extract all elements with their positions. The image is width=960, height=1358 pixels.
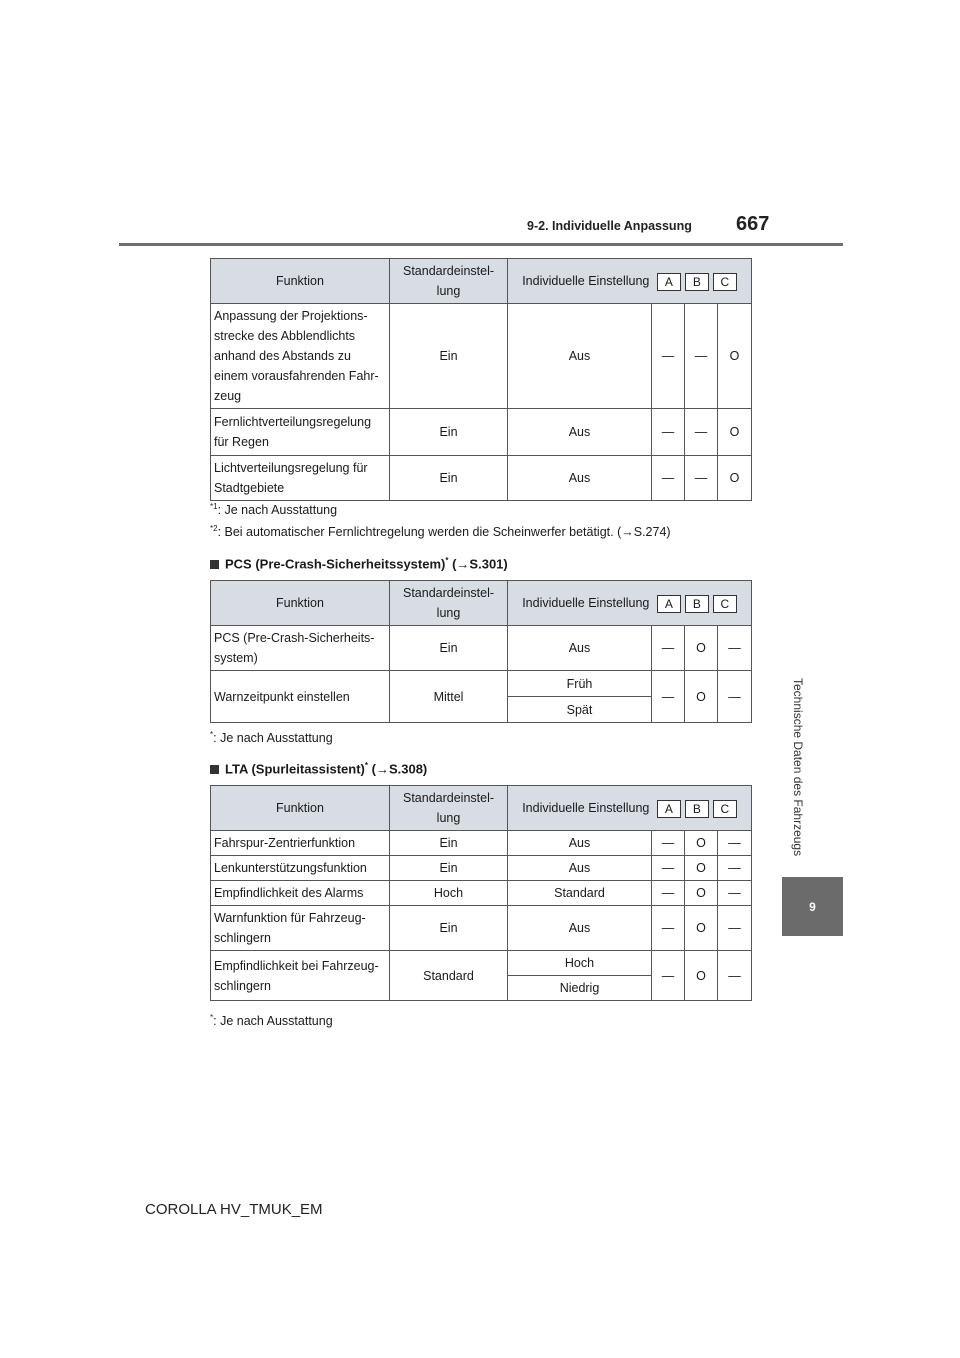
cell-individual: Aus <box>508 304 652 409</box>
cell-individual: Standard <box>508 881 652 906</box>
cell-funktion <box>211 906 390 951</box>
pcs-heading-text: PCS (Pre-Crash-Sicherheitssystem) <box>225 556 446 572</box>
bullet-square-icon <box>210 765 219 774</box>
cell-c: — <box>718 881 752 906</box>
cell-funktion: Warnzeitpunkt einstellen <box>211 671 390 723</box>
footnote-text: : Je nach Ausstattung <box>213 1014 333 1029</box>
letter-a-box: A <box>657 273 681 291</box>
table-row <box>211 626 752 671</box>
cell-standard: Ein <box>390 409 508 456</box>
header-rule <box>119 243 843 246</box>
table-row <box>211 409 752 456</box>
cell-funktion: Empfindlichkeit des Alarms <box>211 881 390 906</box>
cell-a: — <box>652 906 685 951</box>
cell-text: system) <box>214 651 258 665</box>
cell-funktion <box>211 456 390 501</box>
cell-b: — <box>685 304 718 409</box>
col-standard <box>390 581 508 626</box>
letter-a-box: A <box>657 800 681 818</box>
table-headlight-settings <box>210 258 752 501</box>
table-header-row <box>211 259 752 304</box>
cell-a: — <box>652 304 685 409</box>
section-title: 9-2. Individuelle Anpassung <box>527 219 692 233</box>
cell-funktion <box>211 626 390 671</box>
footnote-text: : Je nach Ausstattung <box>217 503 338 518</box>
cell-a: — <box>652 856 685 881</box>
letter-b-box: B <box>685 800 709 818</box>
cell-c: — <box>718 906 752 951</box>
cell-individual: Niedrig <box>508 976 652 1001</box>
cell-a: — <box>652 951 685 1001</box>
cell-funktion <box>211 304 390 409</box>
cell-individual: Hoch <box>508 951 652 976</box>
cell-standard: Standard <box>390 951 508 1001</box>
letter-c-box: C <box>713 595 737 613</box>
cell-text: anhand des Abstands zu <box>214 349 351 363</box>
cell-standard: Ein <box>390 626 508 671</box>
lta-heading-ref[interactable]: (→S.308) <box>368 761 428 777</box>
cell-funktion <box>211 409 390 456</box>
chapter-tab <box>782 877 843 936</box>
letter-a-box: A <box>657 595 681 613</box>
pcs-heading-ref[interactable]: (→S.301) <box>448 556 508 572</box>
cell-b: O <box>685 671 718 723</box>
cell-c: — <box>718 856 752 881</box>
table-row <box>211 831 752 856</box>
cell-individual: Aus <box>508 906 652 951</box>
col-standard-line2: lung <box>436 284 461 298</box>
table-row <box>211 856 752 881</box>
bullet-square-icon <box>210 560 219 569</box>
chapter-title: Technische Daten des Fahrzeugs <box>791 677 805 857</box>
cell-b: O <box>685 831 718 856</box>
table-lta <box>210 785 752 1001</box>
cell-individual: Spät <box>508 697 652 723</box>
cell-individual: Aus <box>508 626 652 671</box>
cell-individual: Aus <box>508 831 652 856</box>
cell-text: Lichtverteilungsregelung für <box>214 461 368 475</box>
col-funktion: Funktion <box>211 581 390 626</box>
cell-c: O <box>718 409 752 456</box>
cell-b: O <box>685 856 718 881</box>
cell-text: Anpassung der Projektions- <box>214 309 368 323</box>
cell-standard: Ein <box>390 856 508 881</box>
cell-b: O <box>685 626 718 671</box>
cell-c: — <box>718 626 752 671</box>
cell-individual: Aus <box>508 456 652 501</box>
cell-text: Fernlichtverteilungsregelung <box>214 415 372 429</box>
cell-a: — <box>652 671 685 723</box>
col-individual-label: Individuelle Einstellung <box>522 596 650 610</box>
cell-standard: Ein <box>390 456 508 501</box>
lta-heading-mark: * <box>364 761 369 770</box>
letter-b-box: B <box>685 595 709 613</box>
cell-text: einem vorausfahrenden Fahr- <box>214 369 379 383</box>
cell-individual: Aus <box>508 409 652 456</box>
footnote-2 <box>210 524 671 539</box>
cell-b: O <box>685 906 718 951</box>
pcs-heading-mark: * <box>445 556 449 565</box>
cell-text: schlingern <box>214 931 271 945</box>
footnote-mark: *2 <box>210 524 218 533</box>
letter-c-box: C <box>713 800 737 818</box>
cell-c: O <box>718 304 752 409</box>
col-individual <box>508 581 752 626</box>
cell-text: Warnfunktion für Fahrzeug- <box>214 911 366 925</box>
cell-text: schlingern <box>214 978 271 993</box>
table-row <box>211 456 752 501</box>
cell-a: — <box>652 881 685 906</box>
cell-text: PCS (Pre-Crash-Sicherheits- <box>214 631 375 645</box>
table-header-row <box>211 581 752 626</box>
cell-c: — <box>718 831 752 856</box>
cell-standard: Hoch <box>390 881 508 906</box>
col-funktion: Funktion <box>211 259 390 304</box>
table-row <box>211 304 752 409</box>
letter-b-box: B <box>685 273 709 291</box>
footnote-lta <box>210 1013 333 1028</box>
table-row <box>211 671 752 697</box>
pcs-heading <box>210 556 508 571</box>
cell-funktion <box>211 951 390 1001</box>
footnote-1 <box>210 502 337 517</box>
footnote-mark: *1 <box>210 502 218 511</box>
cell-a: — <box>652 456 685 501</box>
cell-a: — <box>652 409 685 456</box>
cell-standard: Mittel <box>390 671 508 723</box>
cell-a: — <box>652 831 685 856</box>
col-standard <box>390 786 508 831</box>
cell-text: Stadtgebiete <box>214 481 285 495</box>
col-funktion: Funktion <box>211 786 390 831</box>
cell-funktion: Lenkunterstützungsfunktion <box>211 856 390 881</box>
col-standard-line1: Standardeinstel- <box>402 586 495 600</box>
cell-b: — <box>685 456 718 501</box>
table-row <box>211 881 752 906</box>
cell-text: für Regen <box>214 435 269 449</box>
cell-standard: Ein <box>390 906 508 951</box>
cell-funktion: Fahrspur-Zentrierfunktion <box>211 831 390 856</box>
col-individual <box>508 786 752 831</box>
cell-text: Empfindlichkeit bei Fahrzeug- <box>214 958 379 973</box>
cell-individual: Aus <box>508 856 652 881</box>
footnote-mark: * <box>210 1013 214 1022</box>
cell-a: — <box>652 626 685 671</box>
footnote-text: : Bei automatischer Fernlichtregelung werden die Scheinwerfer betätigt. (→S.274) <box>217 525 671 540</box>
col-individual <box>508 259 752 304</box>
table-row <box>211 906 752 951</box>
cell-text: zeug <box>214 389 242 403</box>
cell-b: O <box>685 951 718 1001</box>
col-standard-line2: lung <box>436 606 461 620</box>
table-row <box>211 951 752 976</box>
letter-c-box: C <box>713 273 737 291</box>
footer-model: COROLLA HV_TMUK_EM <box>145 1201 323 1218</box>
table-header-row <box>211 786 752 831</box>
cell-text: strecke des Abblendlichts <box>214 329 356 343</box>
col-individual-label: Individuelle Einstellung <box>522 274 650 288</box>
cell-standard: Ein <box>390 831 508 856</box>
footnote-mark: * <box>210 730 214 739</box>
col-individual-label: Individuelle Einstellung <box>522 801 650 815</box>
col-standard-line1: Standardeinstel- <box>402 264 495 278</box>
page-number: 667 <box>736 213 770 235</box>
cell-standard: Ein <box>390 304 508 409</box>
col-standard-line1: Standardeinstel- <box>402 791 495 805</box>
footnote-pcs <box>210 730 333 745</box>
lta-heading-text: LTA (Spurleitassistent) <box>225 761 365 777</box>
lta-heading <box>210 761 427 776</box>
col-standard <box>390 259 508 304</box>
cell-b: O <box>685 881 718 906</box>
table-pcs <box>210 580 752 723</box>
footnote-text: : Je nach Ausstattung <box>213 731 333 746</box>
col-standard-line2: lung <box>436 811 461 825</box>
cell-c: — <box>718 951 752 1001</box>
cell-individual: Früh <box>508 671 652 697</box>
chapter-number: 9 <box>809 899 816 914</box>
cell-c: O <box>718 456 752 501</box>
cell-b: — <box>685 409 718 456</box>
cell-c: — <box>718 671 752 723</box>
